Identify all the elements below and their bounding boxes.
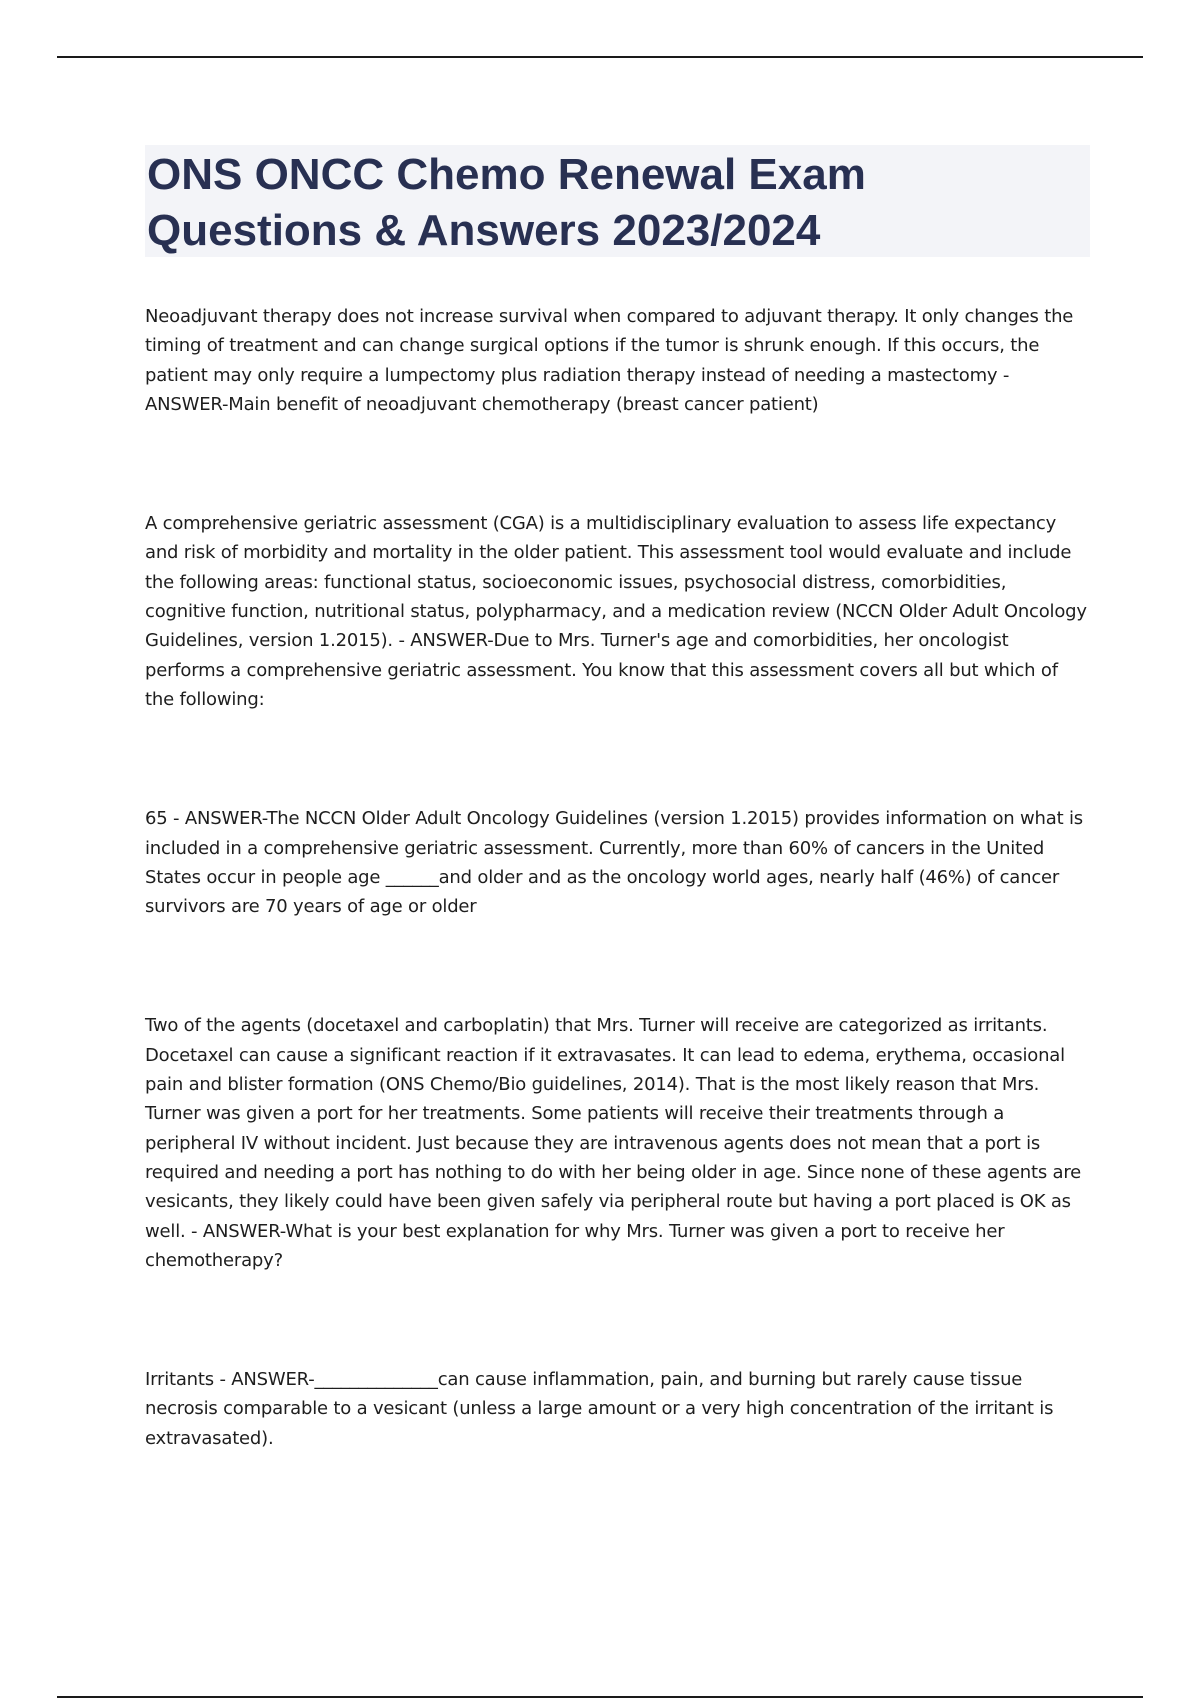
document-body [145,302,1090,1543]
title-banner [145,145,1090,257]
footer-rule [57,1696,1143,1698]
document-title: ONS ONCC Chemo Renewal Exam Questions & Answers 2023/2024 [147,150,866,255]
qa-entry-1: Neoadjuvant therapy does not increase survival when compared to adjuvant therapy. It only changes the timing of treatment and can change surgical options if the tumor is shrunk enough. If this occurs, the patient may only require a lumpectomy plus radiation therapy instead of needing a mastectomy - ANSWER-Main benefit of neoadjuvant chemotherapy (breast cancer patient) [145,306,1074,415]
qa-entry-3: 65 - ANSWER-The NCCN Older Adult Oncology Guidelines (version 1.2015) provides information on what is included in a comprehensive geriatric assessment. Currently, more than 60% of cancers in the United States occur in people age ______and older and as the oncology world ages, nearly half (46%) of cancer survivors are 70 years of age or older [145,808,1083,918]
qa-entry-5: Irritants - ANSWER-______________can cause inflammation, pain, and burning but rarely cause tissue necrosis comparable to a vesicant (unless a large amount or a very high concentration of the irritant is extravasated). [145,1369,1054,1449]
qa-entry-4: Two of the agents (docetaxel and carboplatin) that Mrs. Turner will receive are categorized as irritants. Docetaxel can cause a significant reaction if it extravasates. It can lead to edema, erythema, occasional pain and blister formation (ONS Chemo/Bio guidelines, 2014). That is the most likely reason that Mrs. Turner was given a port for her treatments. Some patients will receive their treatments through a peripheral IV without incident. Just because they are intravenous agents does not mean that a port is required and needing a port has nothing to do with her being older in age. Since none of these agents are vesicants, they likely could have been given safely via peripheral route but having a port placed is OK as well. - ANSWER-What is your best explanation for why Mrs. Turner was given a port to receive her chemotherapy? [145,1015,1082,1271]
header-rule [57,56,1143,58]
qa-entry-2: A comprehensive geriatric assessment (CGA) is a multidisciplinary evaluation to assess life expectancy and risk of morbidity and mortality in the older patient. This assessment tool would evaluate and include the following areas: functional status, socioeconomic issues, psychosocial distress, comorbidities, cognitive function, nutritional status, polypharmacy, and a medication review (NCCN Older Adult Oncology Guidelines, version 1.2015). - ANSWER-Due to Mrs. Turner's age and comorbidities, her oncologist performs a comprehensive geriatric assessment. You know that this assessment covers all but which of the following: [145,513,1087,710]
